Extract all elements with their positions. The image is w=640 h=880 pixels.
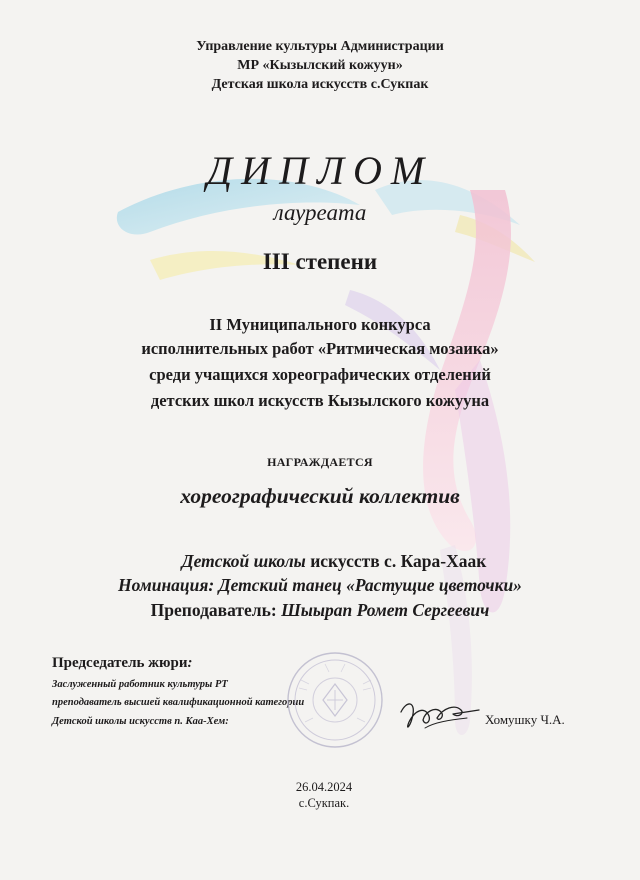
nomination-line xyxy=(0,575,640,596)
recipient-name: хореографический коллектив xyxy=(180,484,460,508)
teacher-line: Преподаватель: Шыырап Ромет Сергеевич xyxy=(150,600,490,620)
contest-line-3: среди учащихся хореографических отделений xyxy=(149,365,491,384)
header-line-1: Управление культуры Администрации xyxy=(196,39,444,54)
jury-line-3: Детской школы искусств п. Каа-Хем: xyxy=(52,716,229,727)
official-seal-stamp xyxy=(285,650,385,750)
contest-line-4: детских школ искусств Кызылского кожууна xyxy=(150,391,490,410)
diploma-subtitle: лауреата xyxy=(273,200,367,225)
awarded-label: НАГРАЖДАЕТСЯ xyxy=(267,455,373,469)
header-line-3: Детская школа искусств с.Сукпак xyxy=(211,77,429,92)
header-line-2: МР «Кызылский кожуун» xyxy=(237,58,403,73)
contest-line-2: исполнительных работ «Ритмическая мозаика» xyxy=(141,339,499,358)
issue-date: 26.04.2024 xyxy=(295,780,353,794)
diploma-title: ДИПЛОМ xyxy=(206,148,434,193)
school-prefix: Детской школы xyxy=(181,551,306,571)
degree-label: III степени xyxy=(262,249,378,274)
contest-line-1: II Муниципального конкурса xyxy=(209,315,431,334)
nomination-label: Номинация: xyxy=(118,575,215,595)
teacher-label: Преподаватель xyxy=(150,600,271,620)
jury-signer-name: Хомушку Ч.А. xyxy=(485,712,565,727)
school-line xyxy=(14,551,640,572)
jury-title: Председатель жюри: xyxy=(52,655,193,671)
handwritten-signature xyxy=(395,692,485,738)
jury-line-2: преподаватель высшей квалификационной категории xyxy=(52,697,305,708)
teacher-name: Шыырап Ромет Сергеевич xyxy=(281,600,490,620)
school-name: искусств с. Кара-Хаак xyxy=(310,551,487,571)
jury-line-1: Заслуженный работник культуры РТ xyxy=(52,679,228,690)
nomination-value: Детский танец «Растущие цветочки» xyxy=(218,575,522,595)
issue-place: с.Сукпак. xyxy=(298,796,350,810)
